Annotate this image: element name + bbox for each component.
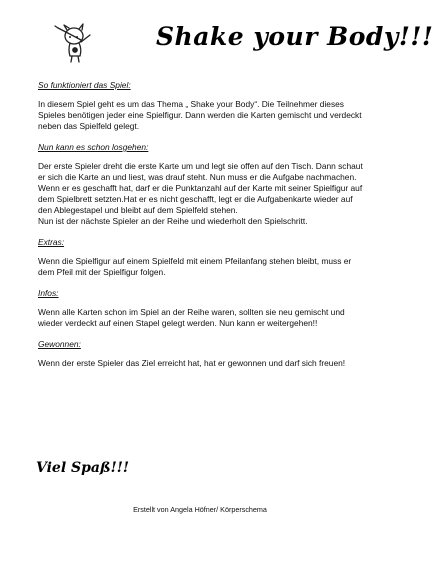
dabbing-figure-icon	[48, 16, 98, 64]
paragraph: Nun ist der nächste Spieler an der Reihe und wiederholt den Spielschritt.	[38, 216, 308, 226]
section-heading: Extras:	[38, 237, 65, 247]
paragraph: Der erste Spieler dreht die erste Karte um und legt sie offen auf den Tisch. Dann schaut er sich die Karte an und liest, was drauf steht. Nun muss er die Aufgabe nachmachen.	[38, 161, 363, 182]
section-heading: Infos:	[38, 288, 59, 298]
section-heading: So funktioniert das Spiel:	[38, 80, 131, 90]
paragraph: Wenn alle Karten schon im Spiel an der Reihe waren, sollten sie neu gemischt und wieder verdeckt auf einen Stapel gelegt werden. Nun kann er weitergehen!!	[38, 307, 345, 328]
section-heading: Nun kann es schon losgehen:	[38, 142, 149, 152]
page-title: Shake your Body!!!	[156, 22, 433, 51]
section-heading: Gewonnen:	[38, 339, 81, 349]
paragraph: In diesem Spiel geht es um das Thema „ Shake your Body“. Die Teilnehmer dieses Spieles benötigen jeder eine Spielfigur. Dann werden die Karten gemischt und verdeckt neben das Spielfeld gelegt.	[38, 99, 362, 131]
rules-content	[38, 80, 366, 377]
closing-text: Viel Spaß!!!	[36, 460, 130, 476]
paragraph: Wenn der erste Spieler das Ziel erreicht hat, hat er gewonnen und darf sich freuen!	[38, 358, 346, 368]
footer-credit: Erstellt von Angela Höfner/ Körperschema	[133, 505, 267, 514]
header	[36, 14, 433, 70]
paragraph: Wenn er es geschafft hat, darf er die Punktanzahl auf der Karte mit seiner Spielfigur auf dem Spielbrett setzten.Hat er es nicht geschafft, legt er die Aufgabenkarte wieder auf den Ablegestapel und bleibt auf dem Spielfeld stehen.	[38, 183, 363, 215]
paragraph: Wenn die Spielfigur auf einem Spielfeld mit einem Pfeilanfang stehen bleibt, muss er dem Pfeil mit der Spielfigur folgen.	[38, 256, 352, 277]
